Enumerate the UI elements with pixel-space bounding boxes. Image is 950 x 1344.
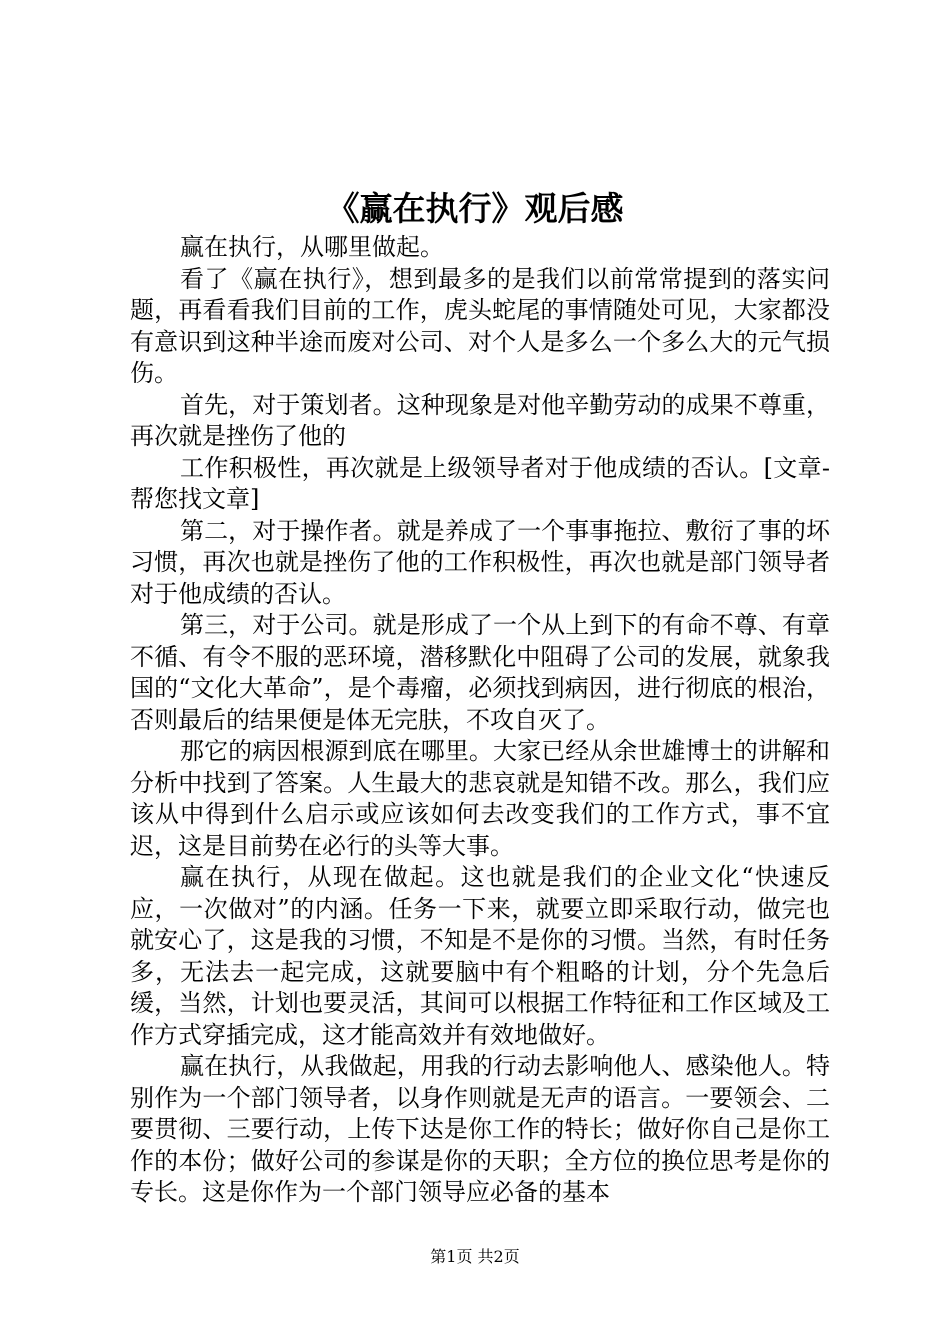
paragraph-first-continued: 工作积极性，再次就是上级领导者对于他成绩的否认。[文章-帮您找文章] xyxy=(130,453,830,513)
document-title: 《赢在执行》观后感 xyxy=(326,189,624,228)
paragraph-second-operator: 第二，对于操作者。就是养成了一个事事拖拉、敷衍了事的坏习惯，再次也就是挫伤了他的工作积极性，再次也就是部门领导者对于他成绩的否认。 xyxy=(130,516,830,608)
paragraph-reflection: 看了《赢在执行》，想到最多的是我们以前常常提到的落实问题，再看看我们目前的工作，虎头蛇尾的事情随处可见，大家都没有意识到这种半途而废对公司、对个人是多么一个多么大的元气损伤。 xyxy=(130,264,830,387)
paragraph-start-with-me: 赢在执行，从我做起，用我的行动去影响他人、感染他人。特别作为一个部门领导者，以身作则就是无声的语言。一要领会、二要贯彻、三要行动，上传下达是你工作的特长；做好你自己是你工作的本份；做好公司的参谋是你的天职；全方位的换位思考是你的专长。这是你作为一个部门领导应必备的基本 xyxy=(130,1052,830,1206)
paragraph-third-company: 第三，对于公司。就是形成了一个从上到下的有命不尊、有章不循、有令不服的恶环境，潜移默化中阻碍了公司的发展，就象我国的“文化大革命”，是个毒瘤，必须找到病因，进行彻底的根治，否则最后的结果便是体无完肤，不攻自灭了。 xyxy=(130,611,830,734)
document-body xyxy=(130,232,830,1209)
paragraph-intro: 赢在执行，从哪里做起。 xyxy=(180,233,444,261)
paragraph-start-now: 赢在执行，从现在做起。这也就是我们的企业文化“快速反应，一次做对”的内涵。任务一下来，就要立即采取行动，做完也就安心了，这是我的习惯，不知是不是你的习惯。当然，有时任务多，无法去一起完成，这就要脑中有个粗略的计划，分个先急后缓，当然，计划也要灵活，其间可以根据工作特征和工作区域及工作方式穿插完成，这才能高效并有效地做好。 xyxy=(130,863,830,1049)
page-number-footer: 第1页 共2页 xyxy=(430,1247,520,1266)
paragraph-first-planner: 首先，对于策划者。这种现象是对他辛勤劳动的成果不尊重，再次就是挫伤了他的 xyxy=(130,390,830,450)
paragraph-root-cause: 那它的病因根源到底在哪里。大家已经从余世雄博士的讲解和分析中找到了答案。人生最大的悲哀就是知错不改。那么，我们应该从中得到什么启示或应该如何去改变我们的工作方式，事不宜迟，这是目前势在必行的头等大事。 xyxy=(130,737,830,860)
